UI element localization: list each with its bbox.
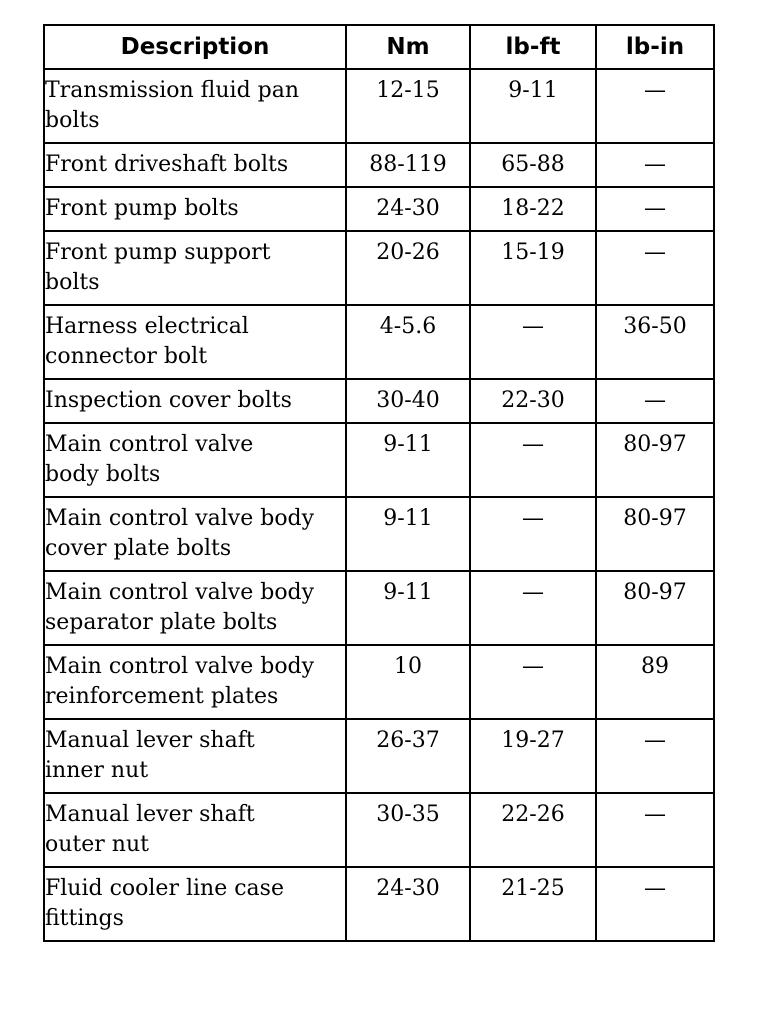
cell-lbin: — <box>596 719 714 793</box>
header-row <box>44 25 714 69</box>
cell-nm: 10 <box>346 645 470 719</box>
cell-nm: 9-11 <box>346 571 470 645</box>
cell-lbin: — <box>596 793 714 867</box>
table-row <box>44 645 714 719</box>
cell-lbin: 36-50 <box>596 305 714 379</box>
table-row <box>44 231 714 305</box>
cell-description: Inspection cover bolts <box>44 379 346 423</box>
table-row <box>44 497 714 571</box>
table-row <box>44 793 714 867</box>
table-row <box>44 379 714 423</box>
cell-description: Main control valve body cover plate bolts <box>44 497 346 571</box>
table-row <box>44 719 714 793</box>
table-row <box>44 305 714 379</box>
torque-spec-table <box>43 24 715 942</box>
header-nm: Nm <box>346 25 470 69</box>
table-row <box>44 143 714 187</box>
cell-lbin: 80-97 <box>596 571 714 645</box>
table-row <box>44 571 714 645</box>
cell-nm: 12-15 <box>346 69 470 143</box>
cell-lbft: 22-26 <box>470 793 596 867</box>
cell-lbft: 21-25 <box>470 867 596 941</box>
cell-description: Fluid cooler line case fittings <box>44 867 346 941</box>
cell-description: Transmission fluid pan bolts <box>44 69 346 143</box>
cell-lbin: 89 <box>596 645 714 719</box>
cell-lbft: 22-30 <box>470 379 596 423</box>
cell-description: Front pump bolts <box>44 187 346 231</box>
cell-description: Front driveshaft bolts <box>44 143 346 187</box>
cell-lbft: 9-11 <box>470 69 596 143</box>
cell-description: Manual lever shaft inner nut <box>44 719 346 793</box>
cell-lbft: 19-27 <box>470 719 596 793</box>
cell-lbin: 80-97 <box>596 497 714 571</box>
cell-lbft: — <box>470 571 596 645</box>
header-description: Description <box>44 25 346 69</box>
cell-nm: 24-30 <box>346 187 470 231</box>
cell-description: Main control valve body reinforcement plates <box>44 645 346 719</box>
cell-description: Main control valve body separator plate bolts <box>44 571 346 645</box>
cell-lbin: — <box>596 187 714 231</box>
cell-lbin: — <box>596 379 714 423</box>
table-row <box>44 187 714 231</box>
cell-lbft: — <box>470 305 596 379</box>
cell-nm: 9-11 <box>346 423 470 497</box>
cell-nm: 26-37 <box>346 719 470 793</box>
table-body <box>44 69 714 941</box>
cell-lbft: 65-88 <box>470 143 596 187</box>
cell-nm: 9-11 <box>346 497 470 571</box>
cell-nm: 20-26 <box>346 231 470 305</box>
table-row <box>44 423 714 497</box>
cell-lbft: — <box>470 645 596 719</box>
cell-lbin: 80-97 <box>596 423 714 497</box>
table-row <box>44 867 714 941</box>
cell-lbin: — <box>596 231 714 305</box>
cell-lbin: — <box>596 69 714 143</box>
table-header <box>44 25 714 69</box>
cell-nm: 30-40 <box>346 379 470 423</box>
cell-nm: 30-35 <box>346 793 470 867</box>
cell-lbin: — <box>596 143 714 187</box>
cell-lbin: — <box>596 867 714 941</box>
cell-description: Front pump support bolts <box>44 231 346 305</box>
cell-lbft: 18-22 <box>470 187 596 231</box>
cell-lbft: 15-19 <box>470 231 596 305</box>
cell-lbft: — <box>470 497 596 571</box>
cell-lbft: — <box>470 423 596 497</box>
cell-description: Manual lever shaft outer nut <box>44 793 346 867</box>
cell-nm: 24-30 <box>346 867 470 941</box>
header-lbin: lb-in <box>596 25 714 69</box>
header-lbft: lb-ft <box>470 25 596 69</box>
cell-description: Main control valve body bolts <box>44 423 346 497</box>
cell-nm: 88-119 <box>346 143 470 187</box>
cell-description: Harness electrical connector bolt <box>44 305 346 379</box>
cell-nm: 4-5.6 <box>346 305 470 379</box>
table-row <box>44 69 714 143</box>
